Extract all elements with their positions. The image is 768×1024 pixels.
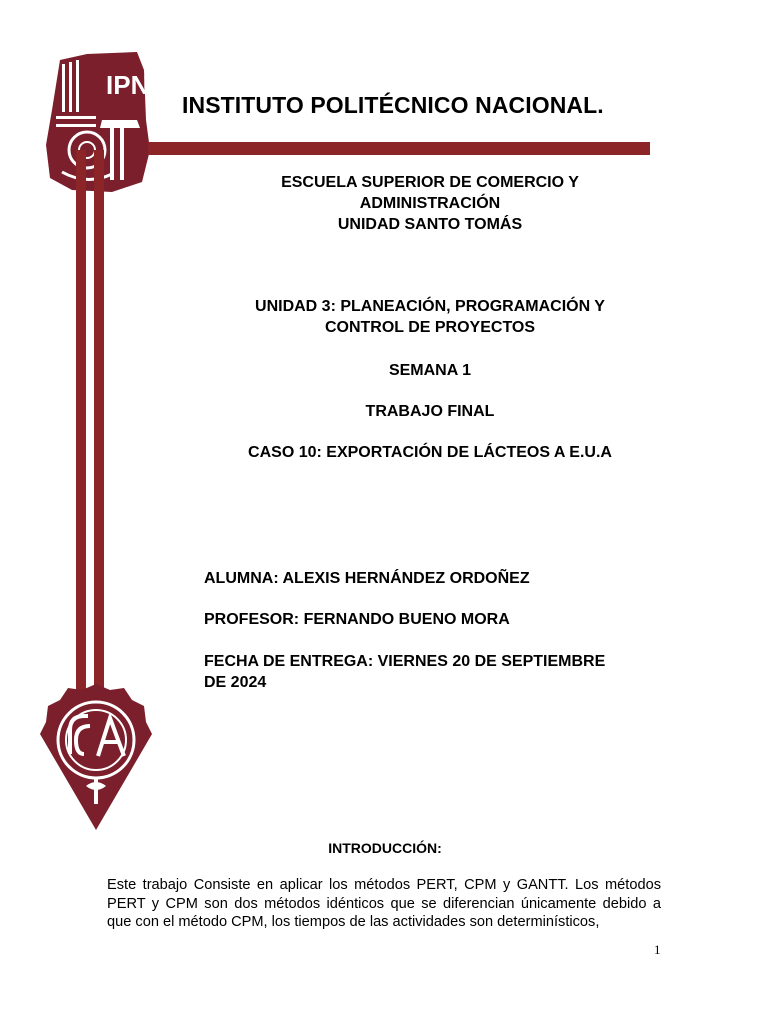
- week-label: SEMANA 1: [388, 362, 472, 379]
- esca-logo-icon: [40, 682, 152, 832]
- professor-name: PROFESOR: FERNANDO BUENO MORA: [204, 611, 510, 628]
- student-name: ALUMNA: ALEXIS HERNÁNDEZ ORDOÑEZ: [204, 570, 530, 587]
- assignment-label: TRABAJO FINAL: [365, 403, 495, 420]
- decorative-horizontal-bar: [148, 142, 650, 155]
- institute-title: INSTITUTO POLITÉCNICO NACIONAL.: [182, 92, 604, 118]
- svg-text:IPN: IPN: [106, 70, 150, 100]
- due-date: FECHA DE ENTREGA: VIERNES 20 DE SEPTIEMBRE DE 2024: [204, 653, 606, 691]
- school-name: ESCUELA SUPERIOR DE COMERCIO Y ADMINISTRACIÓN UNIDAD SANTO TOMÁS: [281, 174, 579, 233]
- introduction-paragraph: Este trabajo Consiste en aplicar los métodos PERT, CPM y GANTT. Los métodos PERT y CPM son dos métodos idénticos que se diferencian únicamente debido a que con el método CPM, los tiempos de las actividades son determinísticos,: [107, 877, 661, 930]
- unit-title: UNIDAD 3: PLANEACIÓN, PROGRAMACIÓN Y CONTROL DE PROYECTOS: [255, 298, 605, 336]
- page-number: 1: [654, 942, 661, 957]
- introduction-heading: INTRODUCCIÓN:: [328, 840, 442, 856]
- case-title: CASO 10: EXPORTACIÓN DE LÁCTEOS A E.U.A: [248, 444, 612, 461]
